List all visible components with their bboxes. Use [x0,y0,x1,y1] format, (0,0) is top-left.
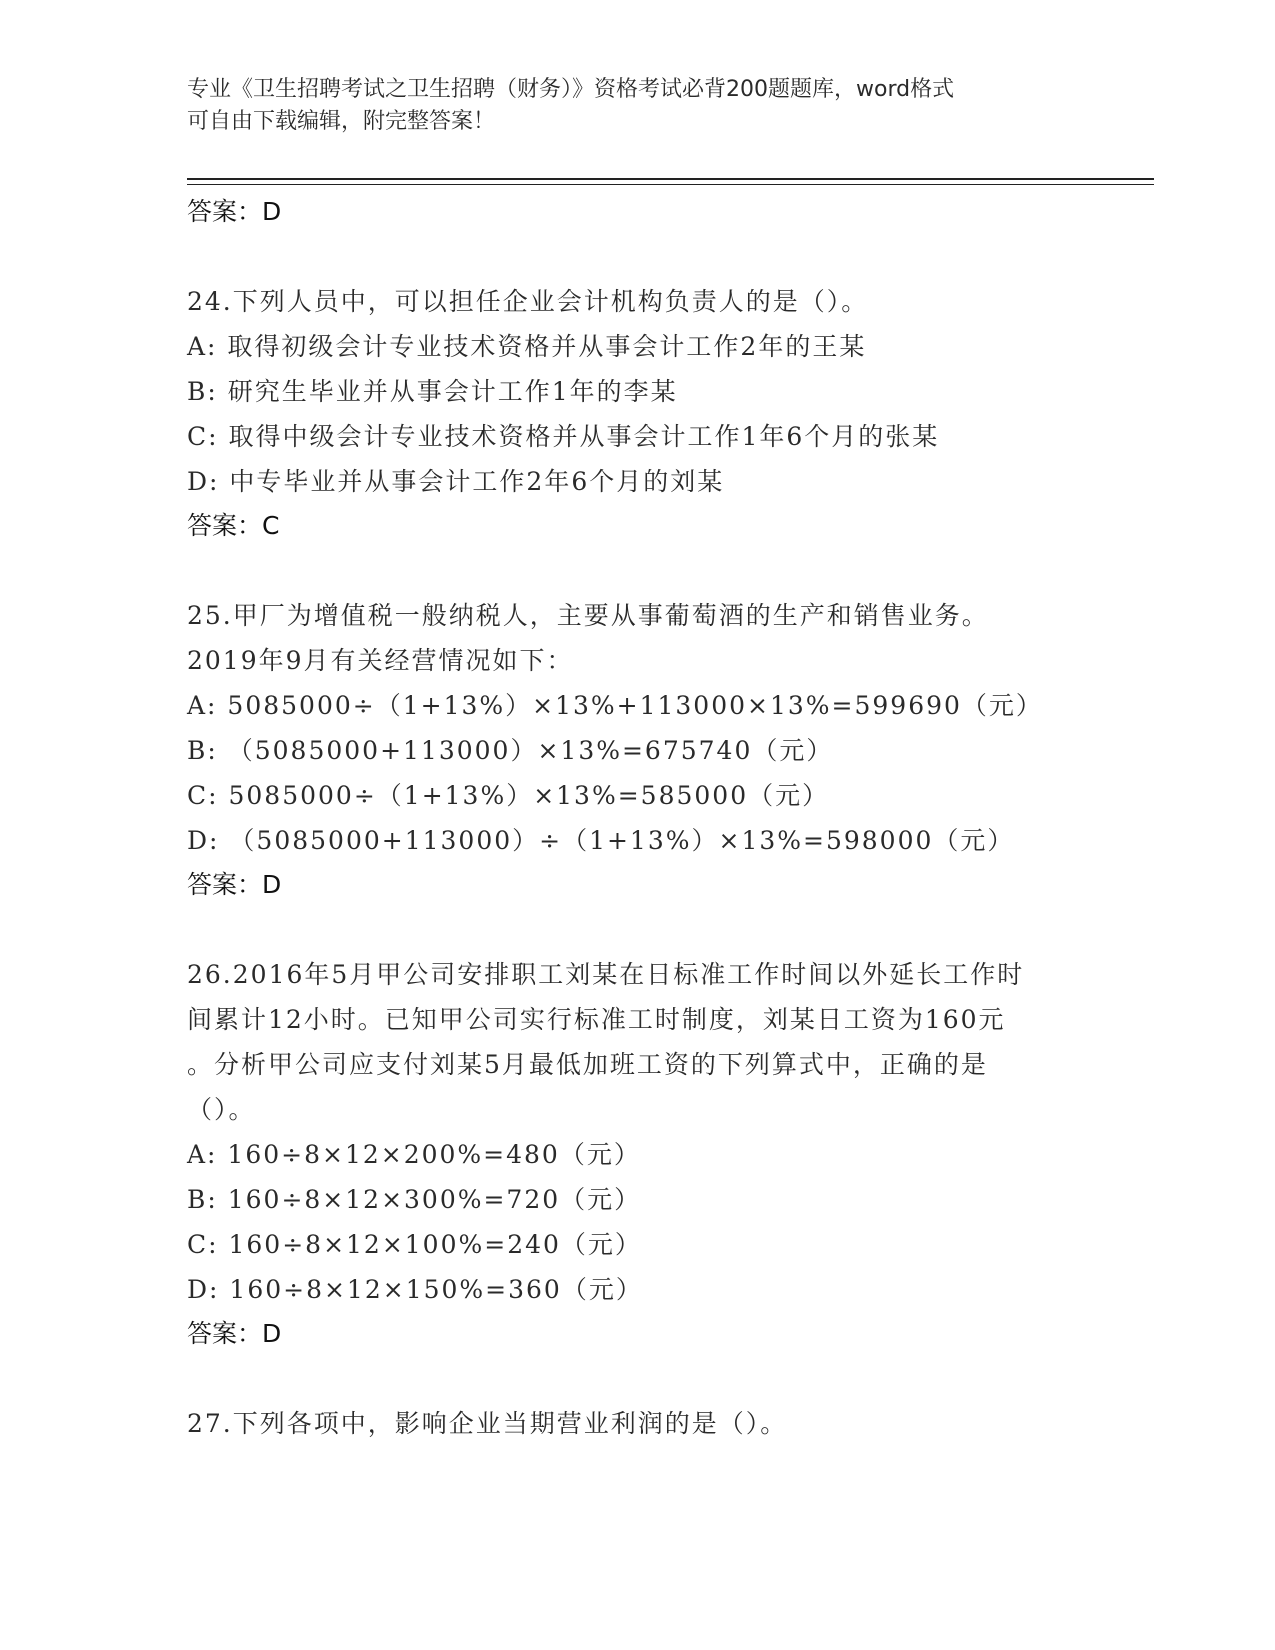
page-header [187,74,1087,138]
option-b: B: 160÷8×12×300%=720（元） [187,1185,642,1214]
spacer [187,548,1087,593]
question-25 [187,593,1087,907]
question-stem: （）。 [187,1095,256,1124]
spacer [187,1356,1087,1401]
option-c: C: 取得中级会计专业技术资格并从事会计工作1年6个月的张某 [187,422,940,451]
question-stem: 27.下列各项中，影响企业当期营业利润的是（）。 [187,1409,788,1438]
answer-line: 答案：D [187,870,282,899]
option-b: B: 研究生毕业并从事会计工作1年的李某 [187,377,678,406]
spacer [187,234,1087,279]
question-26 [187,952,1087,1356]
answer-line: 答案：D [187,197,282,226]
spacer [187,907,1087,952]
option-c: C: 160÷8×12×100%=240（元） [187,1230,642,1259]
question-stem: 25.甲厂为增值税一般纳税人，主要从事葡萄酒的生产和销售业务。 [187,601,989,630]
header-line-2: 可自由下载编辑，附完整答案！ [187,109,496,134]
answer-line: 答案：D [187,1319,282,1348]
answer-line: 答案：C [187,511,280,540]
header-line-1: 专业《卫生招聘考试之卫生招聘（财务）》资格考试必背200题题库，word格式 [187,77,955,102]
option-a: A: 160÷8×12×200%=480（元） [187,1140,641,1169]
option-d: D: 160÷8×12×150%=360（元） [187,1275,643,1304]
option-a: A: 5085000÷（1+13%）×13%+113000×13%=599690（元） [187,691,1043,720]
header-divider-thin [187,184,1154,185]
question-24 [187,279,1087,548]
question-stem: 。分析甲公司应支付刘某5月最低加班工资的下列算式中，正确的是 [187,1050,988,1079]
option-b: B: （5085000+113000）×13%=675740（元） [187,736,834,765]
header-divider-thick [187,178,1154,180]
question-stem: 2019年9月有关经营情况如下： [187,646,574,675]
question-stem: 24.下列人员中，可以担任企业会计机构负责人的是（）。 [187,287,869,316]
question-27 [187,1401,1087,1446]
option-d: D: （5085000+113000）÷（1+13%）×13%=598000（元） [187,826,1015,855]
question-stem: 间累计12小时。已知甲公司实行标准工时制度，刘某日工资为160元 [187,1005,1006,1034]
option-c: C: 5085000÷（1+13%）×13%=585000（元） [187,781,830,810]
option-a: A: 取得初级会计专业技术资格并从事会计工作2年的王某 [187,332,867,361]
option-d: D: 中专毕业并从事会计工作2年6个月的刘某 [187,467,725,496]
question-list [187,190,1087,1446]
question-stem: 26.2016年5月甲公司安排职工刘某在日标准工作时间以外延长工作时 [187,960,1025,989]
